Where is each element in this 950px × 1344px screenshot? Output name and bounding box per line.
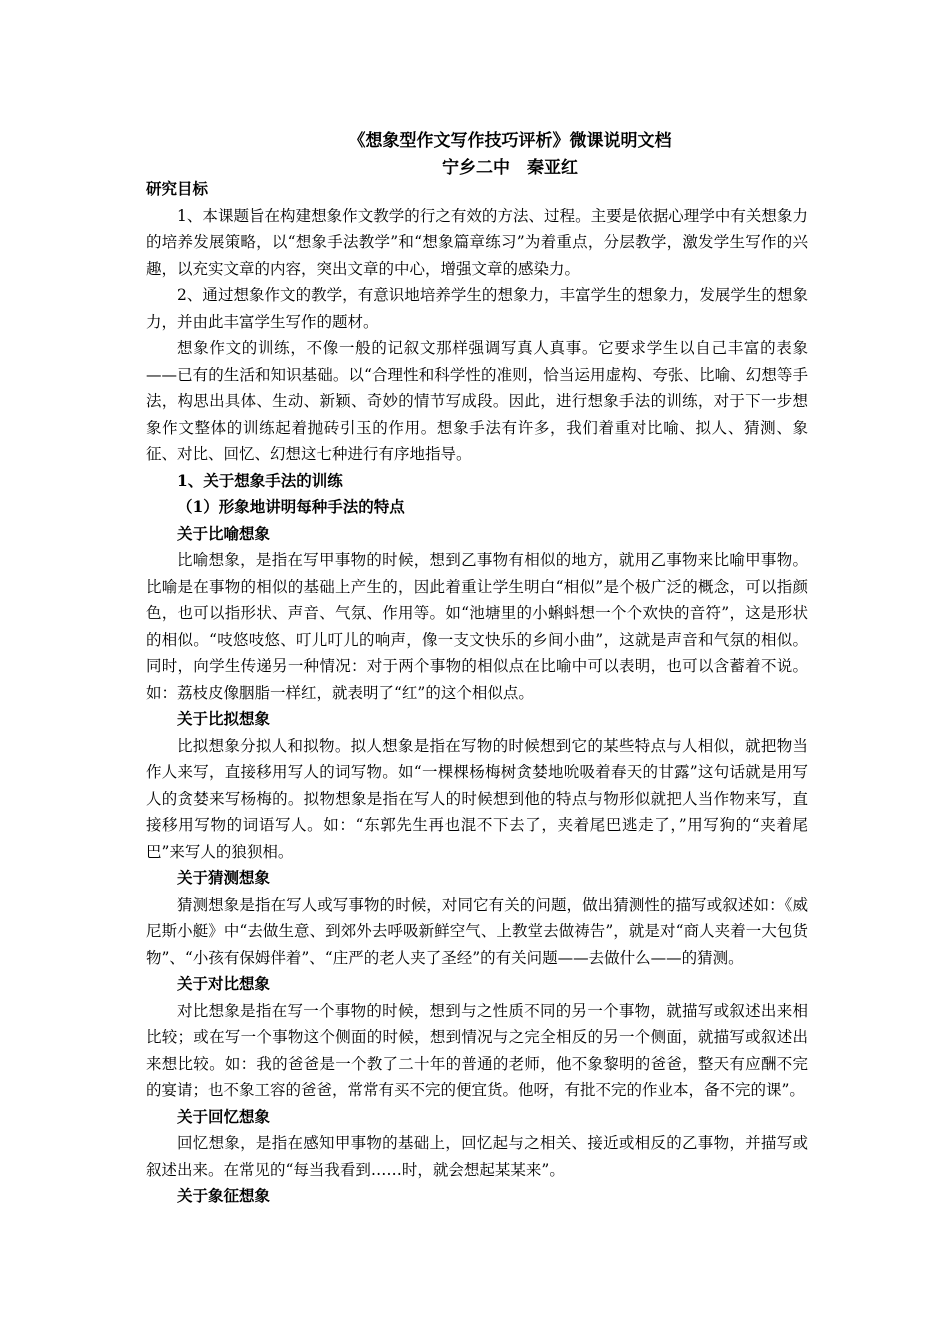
paragraph-contrast: 对比想象是指在写一个事物的时候，想到与之性质不同的另一个事物，就描写或叙述出来相比较；或在写一个事物这个侧面的时候，想到情况与之完全相反的另一个侧面，就描写或叙述出来想比较。如：我的爸爸是一个教了二十年的普通的老师，他不象黎明的爸爸，整天有应酬不完的宴请；也不象工容的爸爸，常常有买不完的便宜货。他呀，有批不完的作业本，备不完的课”。 xyxy=(146,1001,808,1099)
paragraph-intro: 想象作文的训练，不像一般的记叙文那样强调写真人真事。它要求学生以自己丰富的表象——已有的生活和知识基础。以“合理性和科学性的准则，恰当运用虚构、夸张、比喻、幻想等手法，构思出具体、生动、新颖、奇妙的情节写成段。因此，进行想象手法的训练，对于下一步想象作文整体的训练起着抛砖引玉的作用。想象手法有许多，我们着重对比喻、拟人、猜测、象征、对比、回忆、幻想这七种进行有序地指导。 xyxy=(146,339,808,463)
heading-metaphor: 关于比喻想象 xyxy=(177,523,271,543)
section-heading-goal: 研究目标 xyxy=(146,179,209,198)
heading-features: （1）形象地讲明每种手法的特点 xyxy=(177,497,405,516)
heading-training: 1、关于想象手法的训练 xyxy=(177,470,343,490)
author-line: 宁乡二中 秦亚红 xyxy=(442,158,578,178)
paragraph-goal-1: 1、本课题旨在构建想象作文教学的行之有效的方法、过程。主要是依据心理学中有关想象力的培养发展策略，以“想象手法教学”和“想象篇章练习”为着重点，分层教学，激发学生写作的兴趣，以充实文章的内容，突出文章的中心，增强文章的感染力。 xyxy=(146,206,808,278)
paragraph-metaphor: 比喻想象，是指在写甲事物的时候，想到乙事物有相似的地方，就用乙事物来比喻甲事物。比喻是在事物的相似的基础上产生的，因此着重让学生明白“相似”是个极广泛的概念，可以指颜色，也可以指形状、声音、气氛、作用等。如“池塘里的小蝌蚪想一个个欢快的音符”，这是形状的相似。“吱悠吱悠、叮儿叮儿的响声，像一支文快乐的乡间小曲”，这就是声音和气氛的相似。同时，向学生传递另一种情况：对于两个事物的相似点在比喻中可以表明，也可以含蓄着不说。如：荔枝皮像胭脂一样红，就表明了“红”的这个相似点。 xyxy=(146,551,808,702)
paragraph-recall: 回忆想象，是指在感知甲事物的基础上，回忆起与之相关、接近或相反的乙事物，并描写或叙述出来。在常见的“每当我看到……时，就会想起某某来”。 xyxy=(146,1134,808,1179)
paragraph-guess: 猜测想象是指在写人或写事物的时候，对同它有关的问题，做出猜测性的描写或叙述如：《威尼斯小艇》中“去做生意、到郊外去呼吸新鲜空气、上教堂去做祷告”，就是对“商人夹着一大包货物”、“小孩有保姆伴着”、“庄严的老人夹了圣经”的有关问题——去做什么——的猜测。 xyxy=(146,895,808,967)
heading-guess: 关于猜测想象 xyxy=(177,868,271,887)
heading-analogy: 关于比拟想象 xyxy=(177,709,271,728)
paragraph-analogy: 比拟想象分拟人和拟物。拟人想象是指在写物的时候想到它的某些特点与人相似，就把物当作人来写，直接移用写人的词写物。如“一棵棵杨梅树贪婪地吮吸着春天的甘露”这句话就是用写人的贪婪来写杨梅的。拟物想象是指在写人的时候想到他的特点与物形似就把人当作物来写，直接移用写物的词语写人。如：“东郭先生再也混不下去了，夹着尾巴逃走了，”用写狗的“夹着尾巴”来写人的狼狈相。 xyxy=(146,736,808,861)
heading-contrast: 关于对比想象 xyxy=(177,974,271,993)
heading-symbol: 关于象征想象 xyxy=(177,1186,271,1205)
paragraph-goal-2: 2、通过想象作文的教学，有意识地培养学生的想象力，丰富学生的想象力，发展学生的想象力，并由此丰富学生写作的题材。 xyxy=(146,286,808,331)
document-body xyxy=(146,176,808,1210)
heading-recall: 关于回忆想象 xyxy=(177,1106,271,1126)
document-title: 《想象型作文写作技巧评析》微课说明文档 xyxy=(348,131,672,151)
